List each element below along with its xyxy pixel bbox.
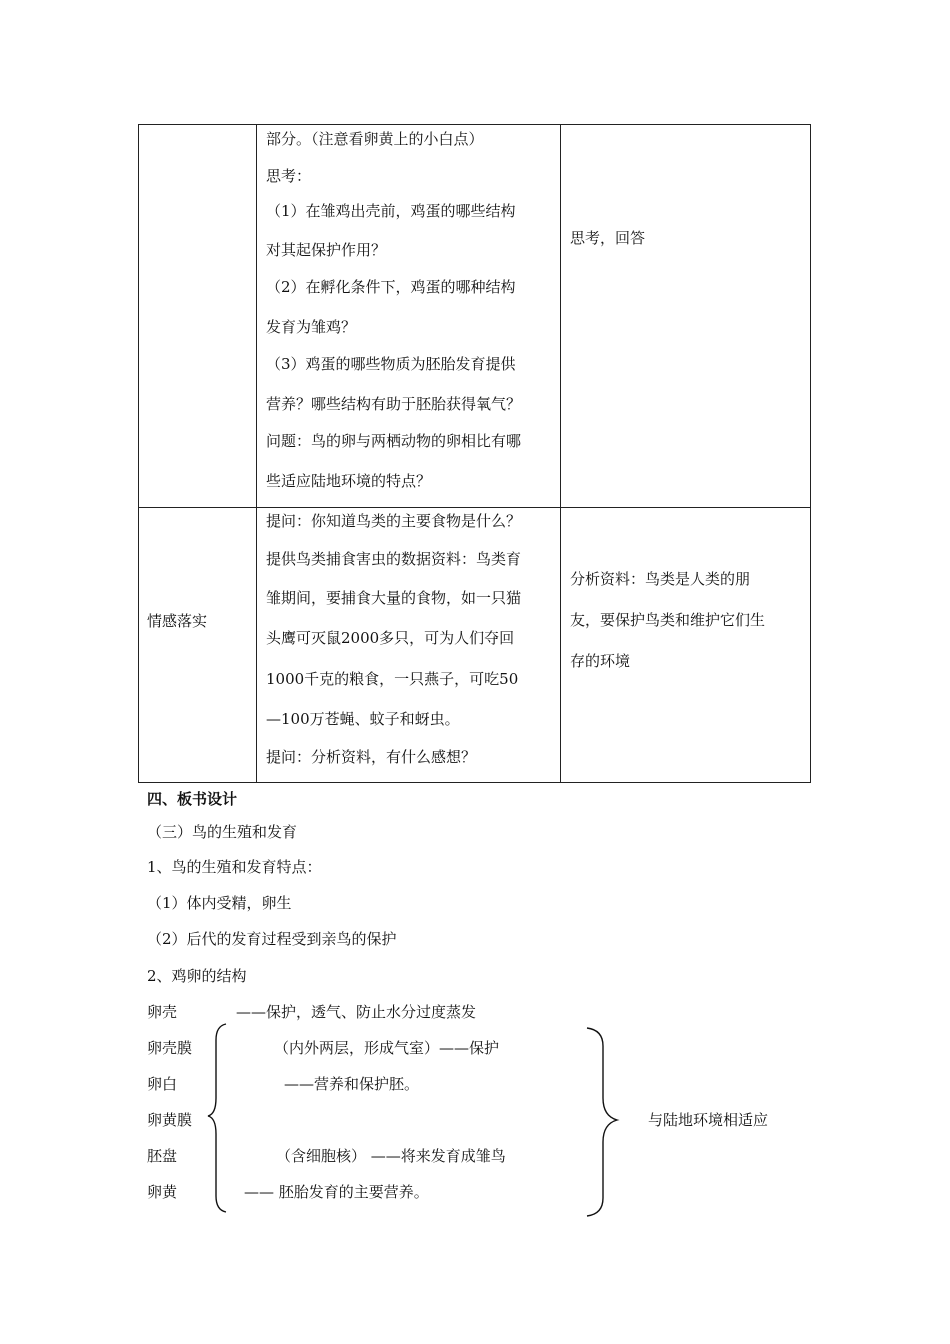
structure-desc: （含细胞核） ——将来发育成雏鸟 (276, 1147, 506, 1165)
conclusion-text: 与陆地环境相适应 (648, 1111, 769, 1129)
row1-middle-line: （3）鸡蛋的哪些物质为胚胎发育提供 (266, 355, 516, 373)
structure-desc: ——营养和保护胚。 (284, 1075, 420, 1093)
row1-middle-line: 对其起保护作用？ (266, 241, 387, 259)
structure-desc: —— 胚胎发育的主要营养。 (244, 1183, 429, 1201)
structure-name: 卵黄 (147, 1183, 178, 1201)
right-brace-icon (587, 1028, 617, 1216)
board-point-2: 2、鸡卵的结构 (147, 967, 247, 985)
row2-middle-line: 提供鸟类捕食害虫的数据资料：鸟类育 (266, 550, 522, 568)
board-subtitle: （三）鸟的生殖和发育 (147, 823, 298, 841)
row1-middle-line: （1）在雏鸡出壳前，鸡蛋的哪些结构 (266, 202, 516, 220)
board-point-1: 1、鸟的生殖和发育特点： (147, 858, 322, 876)
row1-middle-line: 发育为雏鸡？ (266, 318, 357, 336)
structure-desc: （内外两层，形成气室）——保护 (274, 1039, 500, 1057)
row2-middle-line: 雏期间，要捕食大量的食物，如一只猫 (266, 589, 522, 607)
structure-name: 卵黄膜 (147, 1111, 193, 1129)
structure-name: 胚盘 (147, 1147, 178, 1165)
board-point-1a: （1）体内受精，卵生 (147, 894, 292, 912)
row1-middle-line: （2）在孵化条件下，鸡蛋的哪种结构 (266, 278, 516, 296)
board-point-1b: （2）后代的发育过程受到亲鸟的保护 (147, 930, 397, 948)
row1-middle-line: 些适应陆地环境的特点？ (266, 472, 432, 490)
left-brace-icon (208, 1024, 226, 1212)
row2-middle-line: 提问：分析资料，有什么感想？ (266, 748, 477, 766)
row2-middle-line: —100万苍蝇、蚊子和蚜虫。 (266, 710, 460, 728)
structure-name: 卵白 (147, 1075, 178, 1093)
row2-middle-line: 头鹰可灭鼠2000多只，可为人们夺回 (266, 629, 515, 647)
row1-right-text: 思考，回答 (570, 229, 646, 247)
structure-desc: ——保护，透气、防止水分过度蒸发 (236, 1003, 477, 1021)
row1-middle-line: 思考： (266, 167, 312, 185)
row1-middle-line: 部分。（注意看卵黄上的小白点） (266, 130, 484, 148)
structure-name: 卵壳膜 (147, 1039, 193, 1057)
section-heading: 四、板书设计 (147, 790, 238, 808)
row2-middle-line: 1000千克的粮食，一只燕子，可吃50 (266, 670, 519, 688)
row2-right-line: 分析资料：鸟类是人类的朋 (570, 570, 751, 588)
row1-middle-line: 问题：鸟的卵与两栖动物的卵相比有哪 (266, 432, 522, 450)
structure-name: 卵壳 (147, 1003, 178, 1021)
row1-middle-line: 营养？哪些结构有助于胚胎获得氧气？ (266, 395, 522, 413)
row2-middle-line: 提问：你知道鸟类的主要食物是什么？ (266, 512, 522, 530)
row2-right-line: 友，要保护鸟类和维护它们生 (570, 611, 766, 629)
row2-right-line: 存的环境 (570, 652, 631, 670)
row2-left-label: 情感落实 (147, 612, 208, 630)
